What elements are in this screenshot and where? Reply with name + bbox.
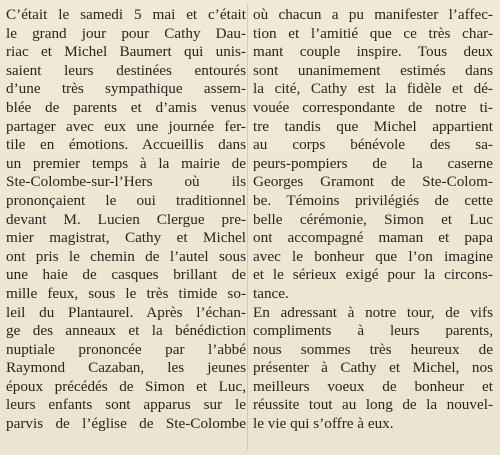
text-line: au corps bénévole des sa- xyxy=(253,136,493,154)
text-line: tile en émotions. Accueillis dans xyxy=(6,136,246,154)
text-line: où chacun a pu manifester l’affec- xyxy=(253,6,493,23)
text-line: le grand jour pour Cathy Dau- xyxy=(6,24,246,42)
text-line: leurs enfants sont apparus sur le xyxy=(6,396,246,414)
text-line: ont pris le chemin de l’autel sous xyxy=(6,247,246,265)
text-line: tion et l’amitié que ce très char- xyxy=(253,24,493,42)
column-divider xyxy=(247,4,248,450)
text-line: En adressant à notre tour, de vifs xyxy=(253,303,493,321)
text-line: vouée correspondante de notre ti- xyxy=(253,98,493,116)
text-line: époux précédés de Simon et Luc, xyxy=(6,377,246,395)
text-line: saient leurs destinées entourés xyxy=(6,61,246,79)
text-line: Ste-Colombe-sur-l’Hers où ils xyxy=(6,173,246,191)
text-line: nous sommes très heureux de xyxy=(253,340,493,358)
text-line: meilleurs voeux de bonheur et xyxy=(253,377,493,395)
text-line: devant M. Lucien Clergue pre- xyxy=(6,210,246,228)
text-line: parvis de l’église de Ste-Colombe xyxy=(6,415,246,433)
text-line: un premier temps à la mairie de xyxy=(6,154,246,172)
text-line: leil du Plantaurel. Après l’échan- xyxy=(6,303,246,321)
text-line: tre tandis que Michel appartient xyxy=(253,117,493,135)
text-line: compliments à leurs parents, xyxy=(253,322,493,340)
text-line: le vie qui s’offre à eux. xyxy=(253,415,394,433)
text-line: partager avec eux une journée fer- xyxy=(6,117,246,135)
text-line: ge des anneaux et la bénédiction xyxy=(6,322,246,340)
text-line: prononçaient le oui traditionnel xyxy=(6,191,246,209)
text-line: mier magistrat, Cathy et Michel xyxy=(6,229,246,247)
text-line: d’une très sympathique assem- xyxy=(6,80,246,98)
article-right-column xyxy=(253,6,493,434)
text-line: ont accompagné maman et papa xyxy=(253,229,493,247)
text-line: blée de parents et d’amis venus xyxy=(6,98,246,116)
text-line: la cité, Cathy est la fidèle et dé- xyxy=(253,80,493,98)
text-line: mille feux, sous le très timide so- xyxy=(6,284,246,302)
text-line: et le sérieux exigé pour la circons- xyxy=(253,266,493,284)
text-line: riac et Michel Baumert qui unis- xyxy=(6,43,246,61)
text-line: belle cérémonie, Simon et Luc xyxy=(253,210,493,228)
text-line: mant couple inspire. Tous deux xyxy=(253,43,493,61)
text-line: Georges Gramont de Ste-Colom- xyxy=(253,173,493,191)
text-line: C’était le samedi 5 mai et c’était xyxy=(6,6,246,23)
text-line: présenter à Cathy et Michel, nos xyxy=(253,359,493,377)
text-line: tance. xyxy=(253,284,289,302)
text-line: be. Témoins privilégiés de cette xyxy=(253,191,493,209)
text-line: Raymond Cazaban, les jeunes xyxy=(6,359,246,377)
text-line: peurs-pompiers de la caserne xyxy=(253,154,493,172)
text-line: une haie de casques brillant de xyxy=(6,266,246,284)
article-left-column xyxy=(6,6,246,434)
text-line: réussite tout au long de la nouvel- xyxy=(253,396,493,414)
text-line: nuptiale prononcée par l’abbé xyxy=(6,340,246,358)
text-line: avec le bonheur que l’on imagine xyxy=(253,247,493,265)
text-line: sont unanimement estimés dans xyxy=(253,61,493,79)
